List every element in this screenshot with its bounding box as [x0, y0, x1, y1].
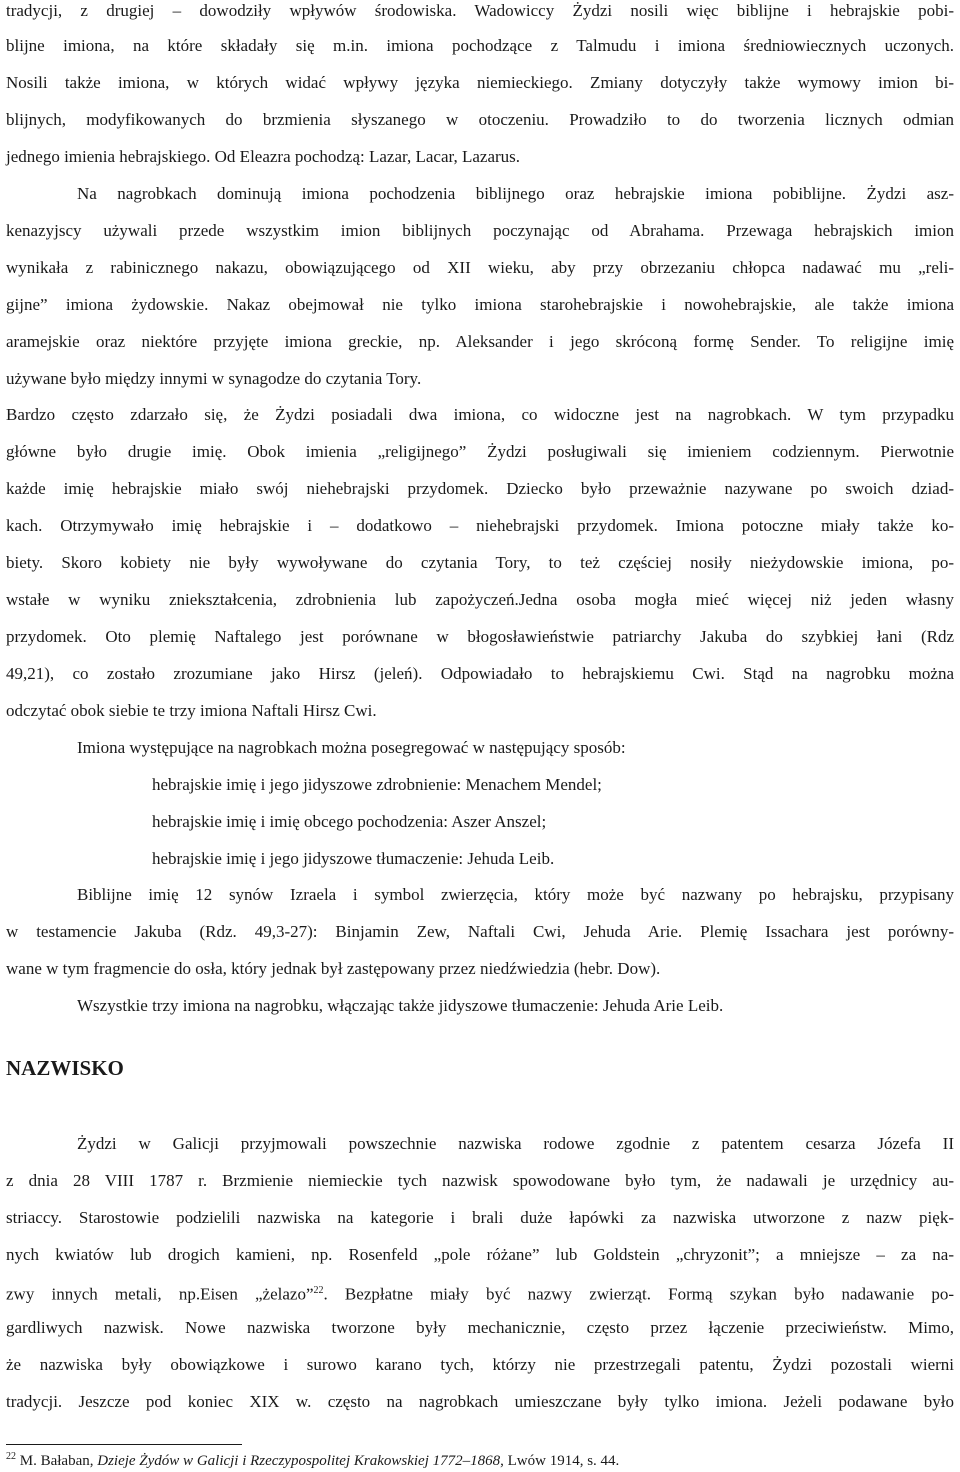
footnote-title: Dzieje Żydów w Galicji i Rzeczypospolitej Krakowskiej 1772–1868: [97, 1453, 501, 1469]
footnote-rest: , Lwów 1914, s. 44.: [500, 1453, 620, 1469]
list-item: hebrajskie imię i jego jidyszowe tłumaczenie: Jehuda Leib.: [152, 849, 555, 868]
text-line: striaccy. Starostowie podzielili nazwiska na kategorie i brali duże łapówki za nazwiska utworzone z nazw pięk-: [6, 1208, 954, 1227]
text-line: Żydzi w Galicji przyjmowali powszechnie nazwiska rodowe zgodnie z patentem cesarza Józefa II: [77, 1134, 954, 1153]
text-line: aramejskie oraz niektóre przyjęte imiona greckie, np. Aleksander i jego skróconą formę Sender. To religijne imię: [6, 332, 954, 351]
footnote-number: 22: [6, 1451, 16, 1462]
text-fragment: . Bezpłatne miały być nazwy zwierząt. Formą szykan było nadawanie po-: [323, 1284, 954, 1304]
text-fragment: zwy innych metali, np.Eisen „żelazo”: [6, 1284, 314, 1304]
text-line: tradycji. Jeszcze pod koniec XIX w. często na nagrobkach umieszczane były tylko imiona. Jeżeli podawane było: [6, 1392, 954, 1411]
text-line: tradycji, z drugiej – dowodziły wpływów środowiska. Wadowiccy Żydzi nosili więc biblijne i hebrajskie pobi-: [6, 1, 954, 20]
text-line: wynikała z rabinicznego nakazu, obowiązującego od XII wieku, aby przy obrzezaniu chłopca nadawać mu „reli-: [6, 258, 954, 277]
footnote: [6, 1451, 619, 1470]
text-line: w testamencie Jakuba (Rdz. 49,3-27): Binjamin Zew, Naftali Cwi, Jehuda Arie. Plemię Issachara jest porówny-: [6, 922, 954, 941]
text-line: gardliwych nazwisk. Nowe nazwiska tworzone były mechanicznie, często przez łączenie przeciwieństw. Mimo,: [6, 1318, 954, 1337]
text-line: wane w tym fragmencie do osła, który jednak był zastępowany przez niedźwiedzia (hebr. Dow).: [6, 959, 661, 978]
section-heading: NAZWISKO: [6, 1056, 124, 1080]
text-line: każde imię hebrajskie miało swój niehebrajski przydomek. Dziecko było przeważnie nazywane po swoich dziad-: [6, 479, 954, 498]
text-line: 49,21), co zostało zrozumiane jako Hirsz (jeleń). Odpowiadało to hebrajskiemu Cwi. Stąd na nagrobku można: [6, 664, 954, 683]
text-line: odczytać obok siebie te trzy imiona Naftali Hirsz Cwi.: [6, 701, 377, 720]
text-line: gijne” imiona żydowskie. Nakaz obejmował nie tylko imiona starohebrajskie i nowohebrajskie, ale także imiona: [6, 295, 954, 314]
list-item: hebrajskie imię i jego jidyszowe zdrobnienie: Menachem Mendel;: [152, 775, 602, 794]
text-line: blijnych, modyfikowanych do brzmienia słyszanego w otoczeniu. Prowadziło to do tworzenia licznych odmian: [6, 110, 954, 129]
text-line: przydomek. Oto plemię Naftalego jest porównane w błogosławieństwie patriarchy Jakuba do szybkiej łani (Rdz: [6, 627, 954, 646]
text-line: [6, 1281, 954, 1305]
text-line: kach. Otrzymywało imię hebrajskie i – dodatkowo – niehebrajski przydomek. Imiona potoczne miały także ko-: [6, 516, 954, 535]
text-line: że nazwiska były obowiązkowe i surowo karano tych, którzy nie przestrzegali patentu, Żydzi pozostali wierni: [6, 1355, 954, 1374]
text-line: blijne imiona, na które składały się m.in. imiona pochodzące z Talmudu i imiona średniowiecznych uczonych.: [6, 36, 954, 55]
text-line: Imiona występujące na nagrobkach można posegregować w następujący sposób:: [77, 738, 626, 757]
text-line: Wszystkie trzy imiona na nagrobku, włączając także jidyszowe tłumaczenie: Jehuda Arie Leib.: [77, 996, 724, 1015]
footnote-author: M. Bałaban,: [19, 1453, 94, 1469]
text-line: biety. Skoro kobiety nie były wywoływane do czytania Tory, to też częściej nosiły nieżydowskie imiona, po-: [6, 553, 954, 572]
text-line: wstałe w wyniku zniekształcenia, zdrobnienia lub zapożyczeń.Jedna osoba mogła mieć więcej niż jeden własny: [6, 590, 954, 609]
text-line: główne było drugie imię. Obok imienia „religijnego” Żydzi posługiwali się imieniem codziennym. Pierwotnie: [6, 442, 954, 461]
text-line: z dnia 28 VIII 1787 r. Brzmienie niemieckie tych nazwisk spowodowane było tym, że nadawali je urzędnicy au-: [6, 1171, 954, 1190]
text-line: Biblijne imię 12 synów Izraela i symbol zwierzęcia, który może być nazwany po hebrajsku, przypisany: [77, 885, 954, 904]
text-line: Nosili także imiona, w których widać wpływy języka niemieckiego. Zmiany dotyczyły także wymowy imion bi-: [6, 73, 954, 92]
text-line: jednego imienia hebrajskiego. Od Eleazra pochodzą: Lazar, Lacar, Lazarus.: [6, 147, 521, 166]
footnote-divider: [6, 1444, 242, 1445]
text-line: Bardzo często zdarzało się, że Żydzi posiadali dwa imiona, co widoczne jest na nagrobkach. W tym przypadku: [6, 405, 954, 424]
text-line: Na nagrobkach dominują imiona pochodzenia biblijnego oraz hebrajskie imiona pobiblijne. Żydzi asz-: [77, 184, 954, 203]
text-line: kenazyjscy używali przede wszystkim imion biblijnych poczynając od Abrahama. Przewaga hebrajskich imion: [6, 221, 954, 240]
text-line: używane było między innymi w synagodze do czytania Tory.: [6, 369, 422, 388]
text-line: nych kwiatów lub drogich kamieni, np. Rosenfeld „pole różane” lub Goldstein „chryzonit”; a mniejsze – za na-: [6, 1245, 954, 1264]
list-item: hebrajskie imię i imię obcego pochodzenia: Aszer Anszel;: [152, 812, 547, 831]
footnote-ref[interactable]: 22: [313, 1285, 324, 1296]
